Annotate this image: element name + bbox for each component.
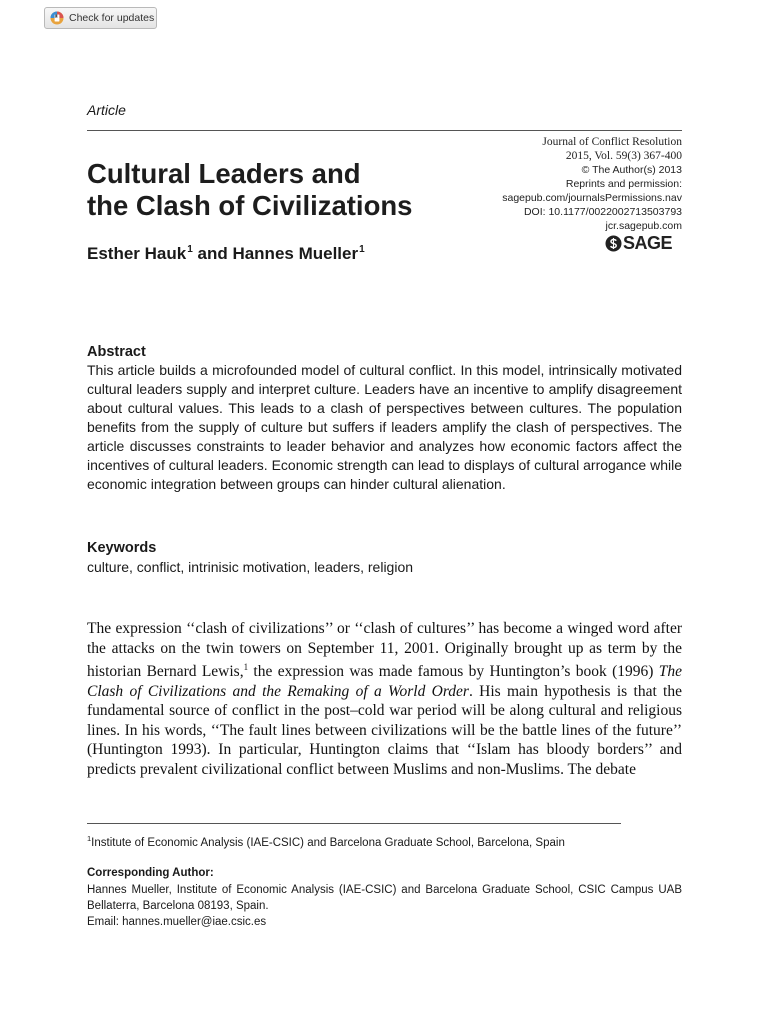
- footnote-divider: [87, 823, 621, 824]
- article-type-label: Article: [87, 102, 126, 118]
- author-name: Esther Hauk: [87, 244, 187, 263]
- author-name: Hannes Mueller: [232, 244, 359, 263]
- sage-dollar-icon: [605, 235, 622, 252]
- abstract-text: This article builds a microfounded model of cultural conflict. In this model, intrinsically motivated cultural leaders supply and interpret culture. Leaders have an incentive to amplify disagreement about cultural values. This leads to a clash of perspectives between cultures. The population benefits from the supply of culture but suffers if leaders amplify the clash of perspectives. The article discusses constraints to leader behavior and analyzes how economic factors affect the incentives of cultural leaders. Economic strength can lead to displays of cultural arrogance while economic integration between groups can hinder cultural alienation.: [87, 362, 682, 492]
- keywords-text: culture, conflict, intrinisic motivation, leaders, religion: [87, 559, 414, 575]
- corresponding-author-details: [87, 882, 682, 930]
- journal-name: Journal of Conflict Resolution: [542, 136, 682, 148]
- journal-site-link[interactable]: jcr.sagepub.com: [605, 220, 682, 232]
- sage-logo-text: SAGE: [623, 233, 673, 253]
- title-line-2: the Clash of Civilizations: [87, 190, 413, 221]
- corresponding-address: Hannes Mueller, Institute of Economic Analysis (IAE-CSIC) and Barcelona Graduate School, CSIC Campus UAB Bellaterra, Barcelona 08193, Spain.: [87, 884, 682, 912]
- affiliation-marker: 1: [359, 244, 365, 255]
- check-for-updates-label: Check for updates: [69, 12, 155, 24]
- author-joiner: and: [192, 244, 233, 263]
- journal-info: [460, 135, 682, 233]
- body-text-segment: The expression ‘‘clash of civilizations’’ or ‘‘clash of cultures’’ has become a winged word after the attacks on the twin towers on September 11, 2001. Originally brought up as term by the historian Bernard Lewis,: [87, 620, 682, 680]
- keywords-heading: Keywords: [87, 540, 157, 556]
- paper-title: [87, 158, 487, 222]
- author-list: [87, 244, 365, 264]
- header-divider: [87, 130, 682, 131]
- journal-volume: 2015, Vol. 59(3) 367-400: [565, 150, 682, 162]
- body-paragraph: [87, 619, 682, 779]
- sage-logo: [605, 233, 672, 254]
- book-title: The Clash of Civilizations and the Remaking of a World Order: [87, 663, 682, 700]
- corresponding-author-heading: Corresponding Author:: [87, 867, 214, 879]
- corresponding-email[interactable]: Email: hannes.mueller@iae.csic.es: [87, 916, 267, 928]
- affiliation-marker: 1: [87, 834, 92, 843]
- title-line-1: Cultural Leaders and: [87, 158, 361, 189]
- body-text-segment: the expression was made famous by Huntington’s book (1996): [248, 663, 659, 680]
- affiliation-text: Institute of Economic Analysis (IAE-CSIC) and Barcelona Graduate School, Barcelona, Spain: [91, 837, 565, 849]
- reprints-label: Reprints and permission:: [565, 178, 682, 190]
- affiliation-note: [87, 834, 565, 849]
- check-for-updates-button[interactable]: [44, 7, 157, 29]
- crossmark-icon: [50, 11, 64, 25]
- body-text-segment: . His main hypothesis is that the fundamental source of conflict in the post–cold war period will be along cultural and religious lines. In his words, ‘‘The fault lines between civilizations will be the battle lines of the future’’ (Huntington 1993). In particular, Huntington claims that ‘‘Islam has bloody borders’’ and predicts prevalent civilizational conflict between Muslims and non-Muslims. The debate: [87, 682, 682, 778]
- abstract-heading: Abstract: [87, 344, 146, 360]
- copyright-line: © The Author(s) 2013: [581, 164, 682, 176]
- affiliation-marker: 1: [187, 244, 193, 255]
- doi-line[interactable]: DOI: 10.1177/0022002713503793: [523, 206, 682, 218]
- permissions-link[interactable]: sagepub.com/journalsPermissions.nav: [502, 192, 682, 204]
- footnote-reference[interactable]: 1: [243, 662, 249, 672]
